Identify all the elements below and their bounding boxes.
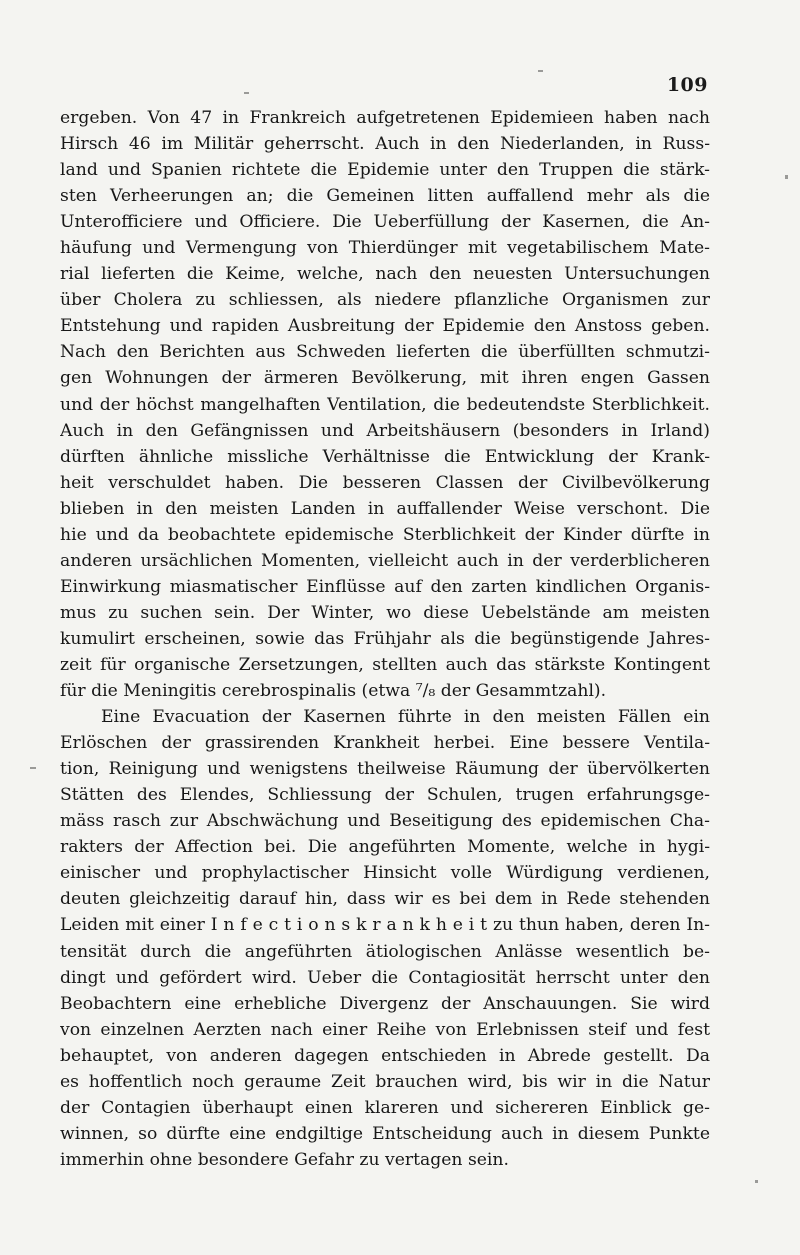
text-line: land und Spanien richtete die Epidemie unter den Truppen die stärk- <box>60 160 710 181</box>
text-line: Erlöschen der grassirenden Krankheit herbei. Eine bessere Ventila- <box>60 733 710 754</box>
body-text <box>60 105 710 1173</box>
text-line: blieben in den meisten Landen in auffallender Weise verschont. Die <box>60 498 710 519</box>
paragraph <box>60 704 710 1173</box>
text-line: Leiden mit einer I n f e c t i o n s k r a n k h e i t zu thun haben, deren In- <box>60 915 710 936</box>
text-line: einischer und prophylactischer Hinsicht volle Würdigung verdienen, <box>60 863 710 884</box>
print-speck <box>538 70 543 72</box>
text-line: Stätten des Elendes, Schliessung der Schulen, trugen erfahrungsge- <box>60 785 710 806</box>
text-line: tion, Reinigung und wenigstens theilweise Räumung der übervölkerten <box>60 759 710 780</box>
text-line: sten Verheerungen an; die Gemeinen litten auffallend mehr als die <box>60 186 710 207</box>
text-line: behauptet, von anderen dagegen entschieden in Abrede gestellt. Da <box>60 1045 710 1066</box>
page-number: 109 <box>666 74 708 96</box>
text-line: Nach den Berichten aus Schweden lieferten die überfüllten schmutzi- <box>60 342 710 363</box>
text-line: deuten gleichzeitig darauf hin, dass wir es bei dem in Rede stehenden <box>60 889 710 910</box>
print-speck <box>30 767 36 769</box>
print-speck <box>755 1180 758 1183</box>
text-line: zeit für organische Zersetzungen, stellten auch das stärkste Kontingent <box>60 654 710 675</box>
print-speck <box>785 175 788 179</box>
text-line: Eine Evacuation der Kasernen führte in den meisten Fällen ein <box>101 707 710 728</box>
text-line: über Cholera zu schliessen, als niedere pflanzliche Organismen zur <box>60 290 710 311</box>
text-line: Hirsch 46 im Militär geherrscht. Auch in den Niederlanden, in Russ- <box>60 134 710 155</box>
text-line: Beobachtern eine erhebliche Divergenz der Anschauungen. Sie wird <box>60 993 710 1014</box>
text-line: dingt und gefördert wird. Ueber die Contagiosität herrscht unter den <box>60 967 710 988</box>
print-speck <box>244 92 249 94</box>
text-line: kumulirt erscheinen, sowie das Frühjahr als die begünstigende Jahres- <box>60 628 710 649</box>
text-line: Auch in den Gefängnissen und Arbeitshäusern (besonders in Irland) <box>60 420 710 441</box>
text-line: hie und da beobachtete epidemische Sterblichkeit der Kinder dürfte in <box>60 524 710 545</box>
text-line: mäss rasch zur Abschwächung und Beseitigung des epidemischen Cha- <box>60 811 710 832</box>
text-line: es hoffentlich noch geraume Zeit brauchen wird, bis wir in die Natur <box>60 1071 710 1092</box>
text-line: rakters der Affection bei. Die angeführten Momente, welche in hygi- <box>60 837 710 858</box>
text-line: tensität durch die angeführten ätiologischen Anlässe wesentlich be- <box>60 941 710 962</box>
text-line: für die Meningitis cerebrospinalis (etwa ⁷/₈ der Gesammtzahl). <box>60 681 607 702</box>
text-line: winnen, so dürfte eine endgiltige Entscheidung auch in diesem Punkte <box>60 1123 710 1144</box>
text-line: der Contagien überhaupt einen klareren und sichereren Einblick ge- <box>60 1097 710 1118</box>
text-line: rial lieferten die Keime, welche, nach den neuesten Untersuchungen <box>60 264 710 285</box>
text-line: anderen ursächlichen Momenten, vielleicht auch in der verderblicheren <box>60 550 710 571</box>
text-line: dürften ähnliche missliche Verhältnisse die Entwicklung der Krank- <box>60 446 710 467</box>
text-line: von einzelnen Aerzten nach einer Reihe von Erlebnissen steif und fest <box>60 1019 710 1040</box>
text-line: häufung und Vermengung von Thierdünger mit vegetabilischem Mate- <box>60 238 710 259</box>
text-line: und der höchst mangelhaften Ventilation, die bedeutendste Sterblichkeit. <box>60 394 710 415</box>
text-line: gen Wohnungen der ärmeren Bevölkerung, mit ihren engen Gassen <box>60 368 710 389</box>
text-line: heit verschuldet haben. Die besseren Classen der Civilbevölkerung <box>60 472 710 493</box>
text-line: immerhin ohne besondere Gefahr zu vertagen sein. <box>60 1149 509 1170</box>
text-line: mus zu suchen sein. Der Winter, wo diese Uebelstände am meisten <box>60 602 710 623</box>
text-line: ergeben. Von 47 in Frankreich aufgetretenen Epidemieen haben nach <box>60 108 710 128</box>
text-line: Einwirkung miasmatischer Einflüsse auf den zarten kindlichen Organis- <box>60 576 710 597</box>
text-line: Entstehung und rapiden Ausbreitung der Epidemie den Anstoss geben. <box>60 316 710 337</box>
text-line: Unterofficiere und Officiere. Die Ueberfüllung der Kasernen, die An- <box>60 212 710 233</box>
paragraph <box>60 105 710 704</box>
